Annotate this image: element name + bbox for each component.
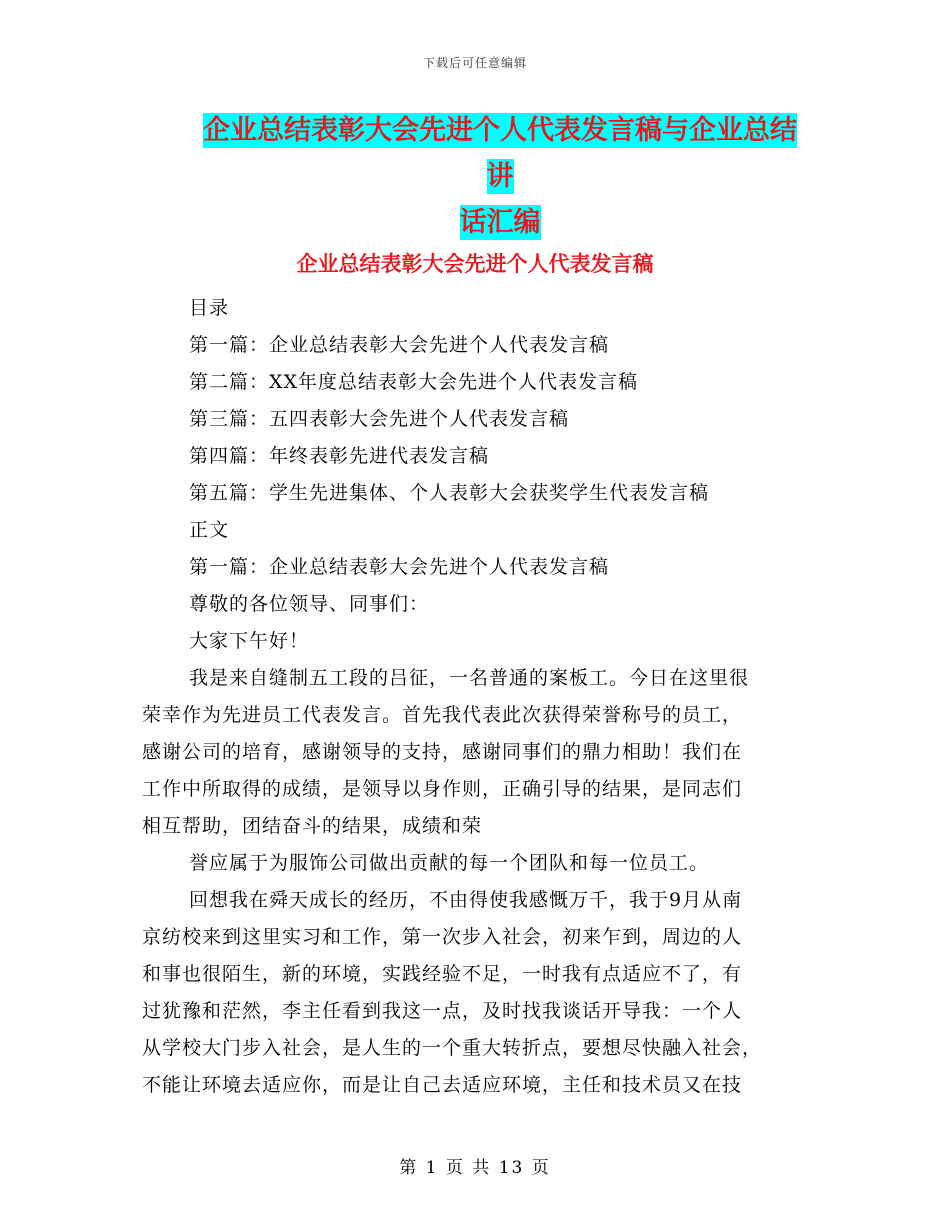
page-number-footer: 第 1 页 共 13 页 bbox=[399, 1158, 551, 1178]
paragraph-line: 过犹豫和茫然，李主任看到我这一点，及时找我谈话开导我：一个人 bbox=[142, 1000, 743, 1022]
toc-item: 第二篇：XX年度总结表彰大会先进个人代表发言稿 bbox=[189, 371, 639, 393]
toc-item: 第四篇：年终表彰先进代表发言稿 bbox=[189, 445, 490, 467]
toc-heading: 目录 bbox=[189, 297, 230, 319]
toc-item: 第一篇：企业总结表彰大会先进个人代表发言稿 bbox=[189, 334, 610, 356]
body-heading: 正文 bbox=[189, 519, 230, 541]
paragraph-line: 和事也很陌生，新的环境，实践经验不足，一时我有点适应不了，有 bbox=[142, 963, 743, 985]
paragraph-line: 感谢公司的培育，感谢领导的支持，感谢同事们的鼎力相助！我们在 bbox=[142, 741, 743, 763]
document-body bbox=[142, 290, 802, 1104]
paragraph-line: 我是来自缝制五工段的吕征，一名普通的案板工。今日在这里很 bbox=[189, 667, 750, 689]
document-title-line1: 企业总结表彰大会先进个人代表发言稿与企业总结讲 bbox=[203, 115, 797, 192]
paragraph-line: 回想我在舜天成长的经历，不由得使我感慨万千，我于9月从南 bbox=[189, 889, 743, 911]
document-title bbox=[190, 108, 810, 246]
chapter-heading: 第一篇：企业总结表彰大会先进个人代表发言稿 bbox=[189, 556, 610, 578]
toc-item: 第五篇：学生先进集体、个人表彰大会获奖学生代表发言稿 bbox=[189, 482, 710, 504]
toc-item: 第三篇：五四表彰大会先进个人代表发言稿 bbox=[189, 408, 570, 430]
greeting: 大家下午好！ bbox=[189, 630, 310, 652]
paragraph-line: 不能让环境去适应你，而是让自己去适应环境，主任和技术员又在技 bbox=[142, 1074, 743, 1096]
salutation: 尊敬的各位领导、同事们： bbox=[189, 593, 430, 615]
header-note: 下载后可任意编辑 bbox=[422, 56, 527, 70]
paragraph-line: 誉应属于为服饰公司做出贡献的每一个团队和每一位员工。 bbox=[189, 852, 710, 874]
section-title: 企业总结表彰大会先进个人代表发言稿 bbox=[296, 252, 654, 276]
paragraph-line: 荣幸作为先进员工代表发言。首先我代表此次获得荣誉称号的员工， bbox=[142, 704, 743, 726]
paragraph-line: 京纺校来到这里实习和工作，第一次步入社会，初来乍到，周边的人 bbox=[142, 926, 743, 948]
paragraph-line: 相互帮助，团结奋斗的结果，成绩和荣 bbox=[142, 815, 483, 837]
paragraph-line: 从学校大门步入社会，是人生的一个重大转折点，要想尽快融入社会， bbox=[142, 1037, 763, 1059]
document-title-line2: 话汇编 bbox=[459, 207, 541, 238]
paragraph-line: 工作中所取得的成绩，是领导以身作则，正确引导的结果，是同志们 bbox=[142, 778, 743, 800]
